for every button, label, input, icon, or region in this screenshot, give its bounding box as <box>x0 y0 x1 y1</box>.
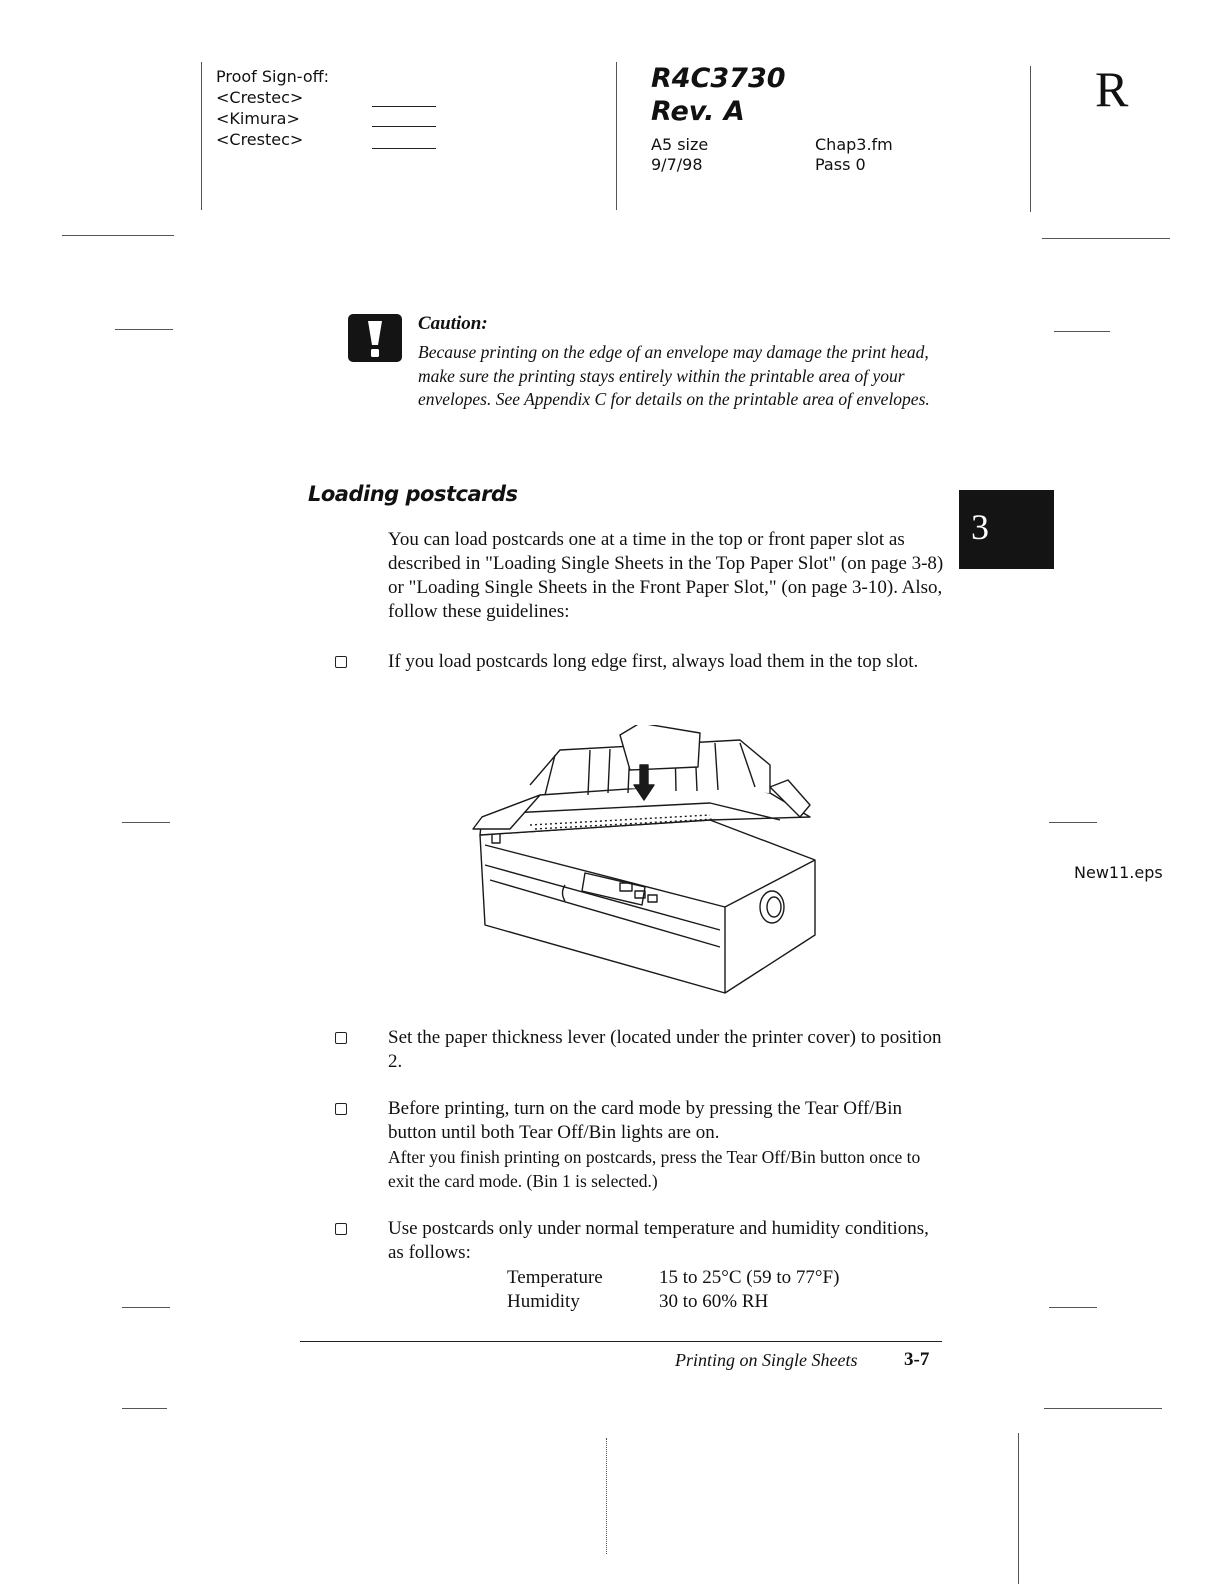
signoff-entry: <Crestec> <box>216 130 304 149</box>
signature-line <box>372 106 436 107</box>
list-item-text: Use postcards only under normal temperature and humidity conditions, as follows: <box>388 1218 929 1263</box>
header-divider <box>1030 66 1031 212</box>
crop-mark <box>1049 1307 1097 1308</box>
list-item-main: Before printing, turn on the card mode by pressing the Tear Off/Bin button until both Tear Off/Bin lights are on. <box>388 1098 903 1143</box>
proof-date: 9/7/98 <box>651 155 703 174</box>
crop-mark <box>122 822 170 823</box>
condition-label: Humidity <box>507 1291 580 1312</box>
footer-rule <box>300 1341 942 1342</box>
page-size: A5 size <box>651 135 709 154</box>
caution-title: Caution: <box>418 313 488 334</box>
condition-label: Temperature <box>507 1267 603 1288</box>
checkbox-bullet-icon <box>335 1223 347 1235</box>
document-code: R4C3730 <box>651 63 786 94</box>
source-file: Chap3.fm <box>815 135 893 154</box>
footer-section-title: Printing on Single Sheets <box>675 1350 858 1370</box>
list-item-text <box>388 1097 948 1193</box>
crop-mark <box>1054 331 1110 332</box>
pass-number: Pass 0 <box>815 155 866 174</box>
intro-paragraph: You can load postcards one at a time in the top or front paper slot as described in "Loading Single Sheets in the Top Paper Slot" (on page 3-8) or "Loading Single Sheets in the Front Paper Slot," (on page 3-10). Also, follow these guidelines: <box>388 529 944 622</box>
crop-mark <box>606 1438 607 1554</box>
meta-right <box>815 135 893 175</box>
list-item-text: Set the paper thickness lever (located under the printer cover) to position 2. <box>388 1027 942 1072</box>
chapter-tab <box>959 490 1054 569</box>
checkbox-bullet-icon <box>335 1032 347 1044</box>
crop-mark <box>1018 1433 1019 1584</box>
printer-loading-postcard-illustration <box>470 725 825 995</box>
crop-mark <box>122 1307 170 1308</box>
signoff-entry: <Crestec> <box>216 88 304 107</box>
condition-value: 30 to 60% RH <box>659 1291 769 1312</box>
caution-text: Because printing on the edge of an envelope may damage the print head, make sure the printing stays entirely within the printable area of your envelopes. See Appendix C for details on the printable area of envelopes. <box>418 342 930 409</box>
crop-mark <box>1042 238 1170 239</box>
checkbox-bullet-icon <box>335 1103 347 1115</box>
corner-letter: R <box>1095 61 1129 117</box>
document-id <box>651 62 786 128</box>
proof-signoff-label: Proof Sign-off: <box>216 67 330 86</box>
checkbox-bullet-icon <box>335 656 347 668</box>
meta-left <box>651 135 708 175</box>
chapter-number: 3 <box>971 507 989 547</box>
proof-signoff-block <box>216 66 329 150</box>
section-heading: Loading postcards <box>308 482 518 506</box>
document-revision: Rev. A <box>651 96 745 127</box>
list-item-text: If you load postcards long edge first, always load them in the top slot. <box>388 651 919 672</box>
list-item-note: After you finish printing on postcards, press the Tear Off/Bin button once to exit the card mode. (Bin 1 is selected.) <box>388 1147 921 1191</box>
signature-line <box>372 126 436 127</box>
signature-line <box>372 148 436 149</box>
crop-mark <box>122 1408 167 1409</box>
condition-value: 15 to 25°C (59 to 77°F) <box>659 1267 840 1288</box>
crop-mark <box>1044 1408 1162 1409</box>
caution-exclamation-icon <box>348 314 402 362</box>
footer-page-number: 3-7 <box>904 1349 930 1370</box>
signoff-entry: <Kimura> <box>216 109 300 128</box>
crop-mark <box>1049 822 1097 823</box>
figure-filename-label: New11.eps <box>1074 863 1163 882</box>
crop-mark <box>115 329 173 330</box>
header-divider <box>616 62 617 210</box>
crop-mark <box>62 235 174 236</box>
header-divider <box>201 62 202 210</box>
